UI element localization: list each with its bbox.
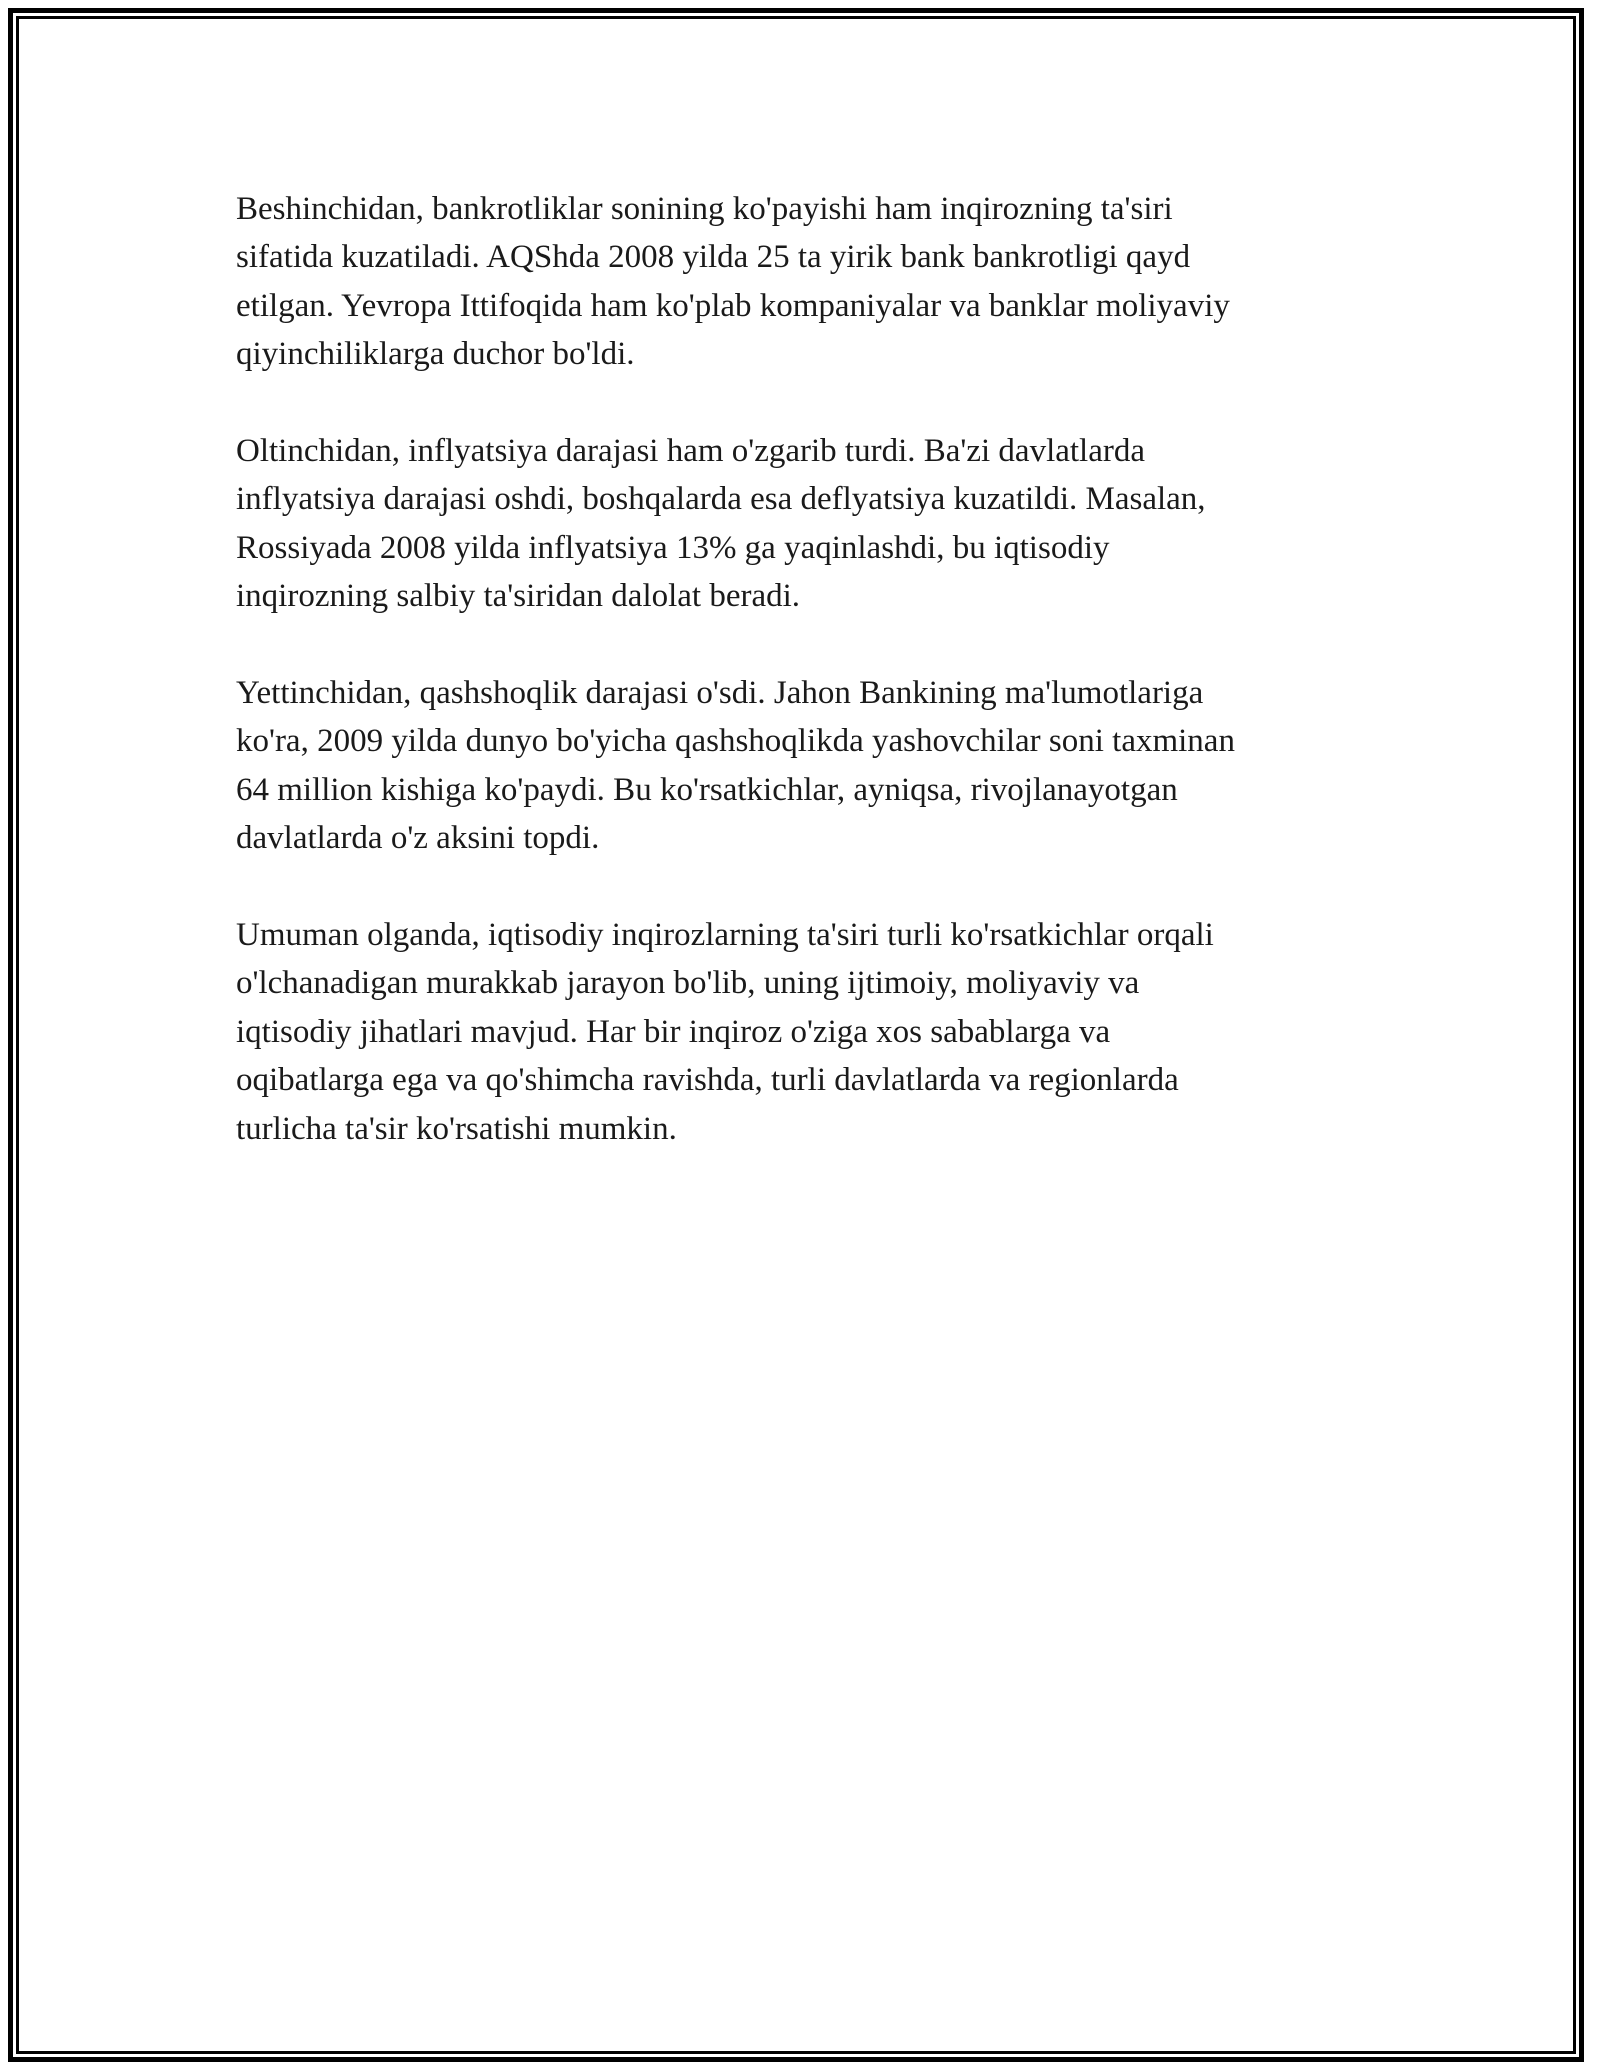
text-line: Yettinchidan, qashshoqlik darajasi o'sdi. Jahon Bankining ma'lumotlariga — [236, 675, 1204, 712]
paragraph-inflation — [236, 427, 1356, 621]
text-line: davlatlarda o'z aksini topdi. — [236, 820, 600, 857]
text-line: Beshinchidan, bankrotliklar sonining ko'payishi ham inqirozning ta'siri — [236, 191, 1173, 227]
text-line: iqtisodiy jihatlari mavjud. Har bir inqiroz o'ziga xos sabablarga va — [236, 1013, 1111, 1050]
text-line: ko'ra, 2009 yilda dunyo bo'yicha qashshoqlikda yashovchilar soni taxminan — [236, 723, 1235, 760]
text-line: Umuman olganda, iqtisodiy inqirozlarning ta'siri turli ko'rsatkichlar orqali — [236, 917, 1214, 954]
text-line: sifatida kuzatiladi. AQShda 2008 yilda 25 ta yirik bank bankrotligi qayd — [236, 239, 1191, 276]
paragraph-bankruptcies — [236, 185, 1356, 379]
text-line: 64 million kishiga ko'paydi. Bu ko'rsatkichlar, ayniqsa, rivojlanayotgan — [236, 771, 1178, 808]
paragraph-poverty — [236, 669, 1356, 863]
document-body — [236, 185, 1356, 1201]
text-line: inqirozning salbiy ta'siridan dalolat beradi. — [236, 578, 801, 615]
text-line: Oltinchidan, inflyatsiya darajasi ham o'zgarib turdi. Ba'zi davlatlarda — [236, 433, 1145, 470]
text-line: oqibatlarga ega va qo'shimcha ravishda, turli davlatlarda va regionlarda — [236, 1062, 1179, 1099]
text-line: o'lchanadigan murakkab jarayon bo'lib, uning ijtimoiy, moliyaviy va — [236, 965, 1140, 1002]
text-line: etilgan. Yevropa Ittifoqida ham ko'plab kompaniyalar va banklar moliyaviy — [236, 287, 1230, 324]
text-line: inflyatsiya darajasi oshdi, boshqalarda esa deflyatsiya kuzatildi. Masalan, — [236, 481, 1206, 518]
text-line: turlicha ta'sir ko'rsatishi mumkin. — [236, 1110, 677, 1147]
text-line: qiyinchiliklarga duchor bo'ldi. — [236, 336, 635, 373]
paragraph-conclusion — [236, 911, 1356, 1153]
text-line: Rossiyada 2008 yilda inflyatsiya 13% ga yaqinlashdi, bu iqtisodiy — [236, 529, 1110, 566]
